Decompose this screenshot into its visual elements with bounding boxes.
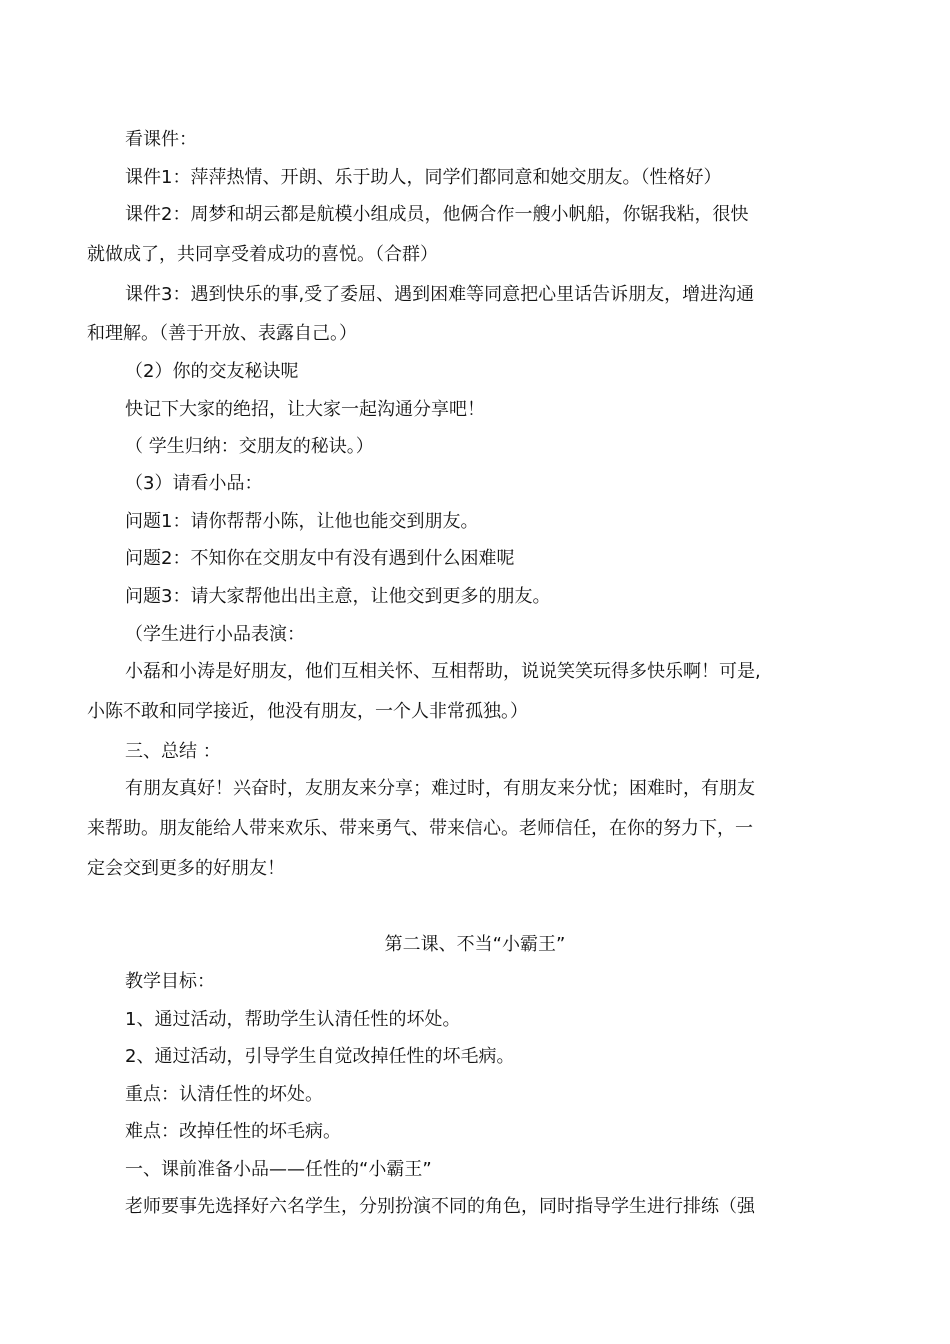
paragraph-line: （2）你的交友秘诀呢 (125, 361, 299, 382)
paragraph-line: 教学目标： (125, 971, 215, 992)
paragraph-line: 就做成了，共同享受着成功的喜悦。（合群） (87, 244, 438, 265)
paragraph-line: （3）请看小品： (125, 473, 263, 494)
paragraph-line: 老师要事先选择好六名学生，分别扮演不同的角色，同时指导学生进行排练（强 (125, 1196, 755, 1217)
paragraph-line: 和理解。（善于开放、表露自己。） (87, 323, 357, 344)
paragraph-line: 看课件： (125, 129, 197, 150)
paragraph-line: 来帮助。朋友能给人带来欢乐、带来勇气、带来信心。老师信任，在你的努力下，一 (87, 818, 753, 839)
paragraph-line: 课件1：萍萍热情、开朗、乐于助人，同学们都同意和她交朋友。（性格好） (125, 167, 722, 188)
paragraph-line: 三、总结 ： (125, 741, 221, 762)
paragraph-line: （学生进行小品表演： (125, 624, 305, 645)
paragraph-line: 小磊和小涛是好朋友，他们互相关怀、互相帮助，说说笑笑玩得多快乐啊！可是, (125, 661, 761, 682)
paragraph-line: 定会交到更多的好朋友！ (87, 858, 285, 879)
paragraph-line: 课件3：遇到快乐的事,受了委屈、遇到困难等同意把心里话告诉朋友，增进沟通 (125, 284, 755, 305)
paragraph-line: 2、通过活动，引导学生自觉改掉任性的坏毛病。 (125, 1046, 515, 1067)
paragraph-line: （ 学生归纳：交朋友的秘诀。） (125, 436, 374, 457)
paragraph-line: 快记下大家的绝招，让大家一起沟通分享吧！ (125, 399, 485, 420)
paragraph-line: 1、通过活动，帮助学生认清任性的坏处。 (125, 1009, 461, 1030)
paragraph-line: 课件2：周梦和胡云都是航模小组成员，他俩合作一艘小帆船，你锯我粘，很快 (125, 204, 749, 225)
paragraph-line: 问题2：不知你在交朋友中有没有遇到什么困难呢 (125, 548, 515, 569)
paragraph-line: 重点：认清任性的坏处。 (125, 1084, 323, 1105)
paragraph-line: 问题3：请大家帮他出出主意，让他交到更多的朋友。 (125, 586, 551, 607)
paragraph-line: 难点：改掉任性的坏毛病。 (125, 1121, 341, 1142)
lesson-title: 第二课、不当“小霸王” (384, 934, 566, 955)
paragraph-line: 问题1：请你帮帮小陈，让他也能交到朋友。 (125, 511, 479, 532)
section-heading: 一、课前准备小品——任性的“小霸王” (125, 1159, 432, 1180)
paragraph-line: 有朋友真好！兴奋时，友朋友来分享；难过时，有朋友来分忧；困难时，有朋友 (125, 778, 755, 799)
paragraph-line: 小陈不敢和同学接近，他没有朋友，一个人非常孤独。） (87, 701, 528, 722)
